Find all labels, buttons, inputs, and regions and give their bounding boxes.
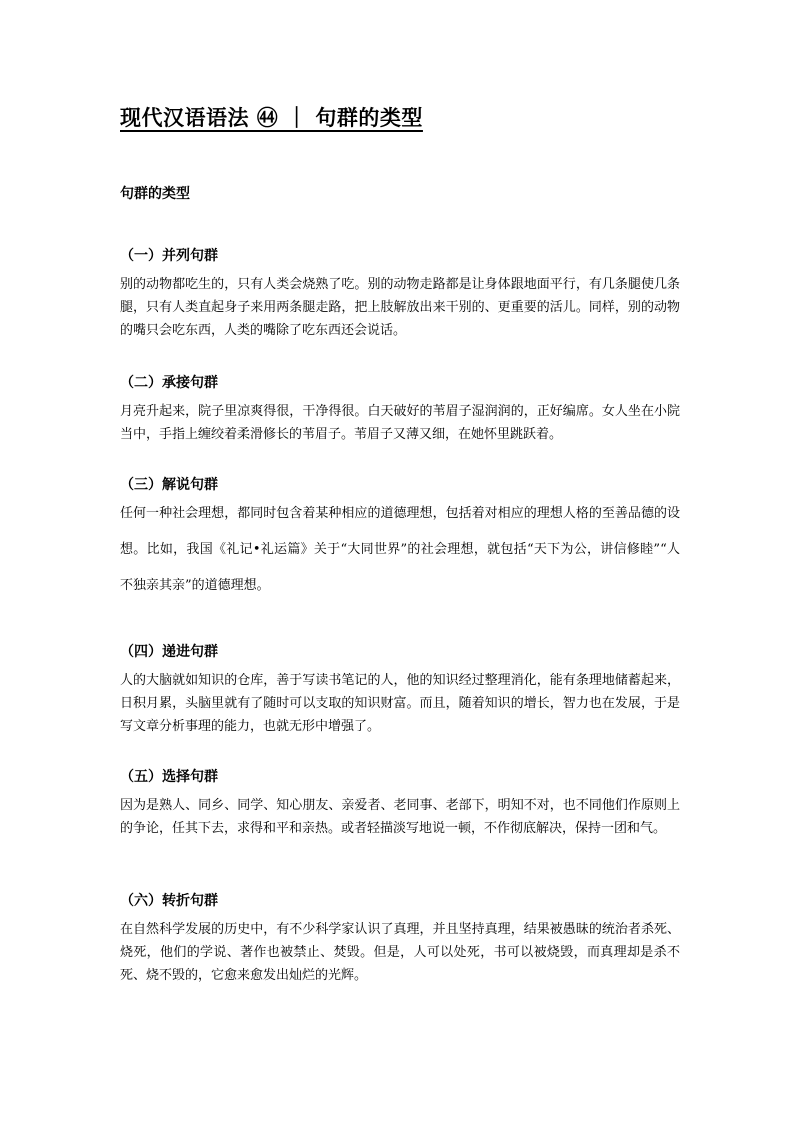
paragraph-sequential: 月亮升起来，院子里凉爽得很，干净得很。白天破好的苇眉子湿润润的，正好编席。女人坐在小院当中，手指上缠绞着柔滑修长的苇眉子。苇眉子又薄又细，在她怀里跳跃着。 (120, 404, 680, 442)
heading-progressive: （四）递进句群 (120, 644, 218, 660)
paragraph-progressive: 人的大脑就如知识的仓库，善于写读书笔记的人，他的知识经过整理消化，能有条理地储蓄起来，日积月累，头脑里就有了随时可以支取的知识财富。而且，随着知识的增长，智力也在发展，于是写文章分析事理的能力，也就无形中增强了。 (120, 673, 680, 734)
heading-explanatory: （三）解说句群 (120, 477, 218, 493)
page-title: 现代汉语语法 ㊹ ｜ 句群的类型 (120, 105, 423, 130)
heading-parallel: （一）并列句群 (120, 248, 218, 264)
heading-adversative: （六）转折句群 (120, 893, 218, 909)
paragraph-parallel: 别的动物都吃生的，只有人类会烧熟了吃。别的动物走路都是让身体跟地面平行，有几条腿使几条腿，只有人类直起身子来用两条腿走路，把上肢解放出来干别的、更重要的活儿。同样，别的动物的嘴只会吃东西，人类的嘴除了吃东西还会说话。 (120, 277, 680, 338)
heading-sequential: （二）承接句群 (120, 375, 218, 391)
paragraph-adversative: 在自然科学发展的历史中，有不少科学家认识了真理，并且坚持真理，结果被愚昧的统治者杀死、烧死，他们的学说、著作也被禁止、焚毁。但是，人可以处死，书可以被烧毁，而真理却是杀不死、烧不毁的，它愈来愈发出灿烂的光辉。 (120, 922, 680, 983)
heading-alternative: （五）选择句群 (120, 769, 218, 785)
paragraph-explanatory: 任何一种社会理想，都同时包含着某种相应的道德理想，包括着对相应的理想人格的至善品德的设想。比如，我国《礼记•礼运篇》关于“大同世界”的社会理想，就包括“天下为公，讲信修睦”“人不独亲其亲”的道德理想。 (120, 506, 680, 593)
section-subtitle: 句群的类型 (120, 186, 190, 202)
paragraph-alternative: 因为是熟人、同乡、同学、知心朋友、亲爱者、老同事、老部下，明知不对，也不同他们作原则上的争论，任其下去，求得和平和亲热。或者轻描淡写地说一顿，不作彻底解决，保持一团和气。 (120, 798, 680, 836)
